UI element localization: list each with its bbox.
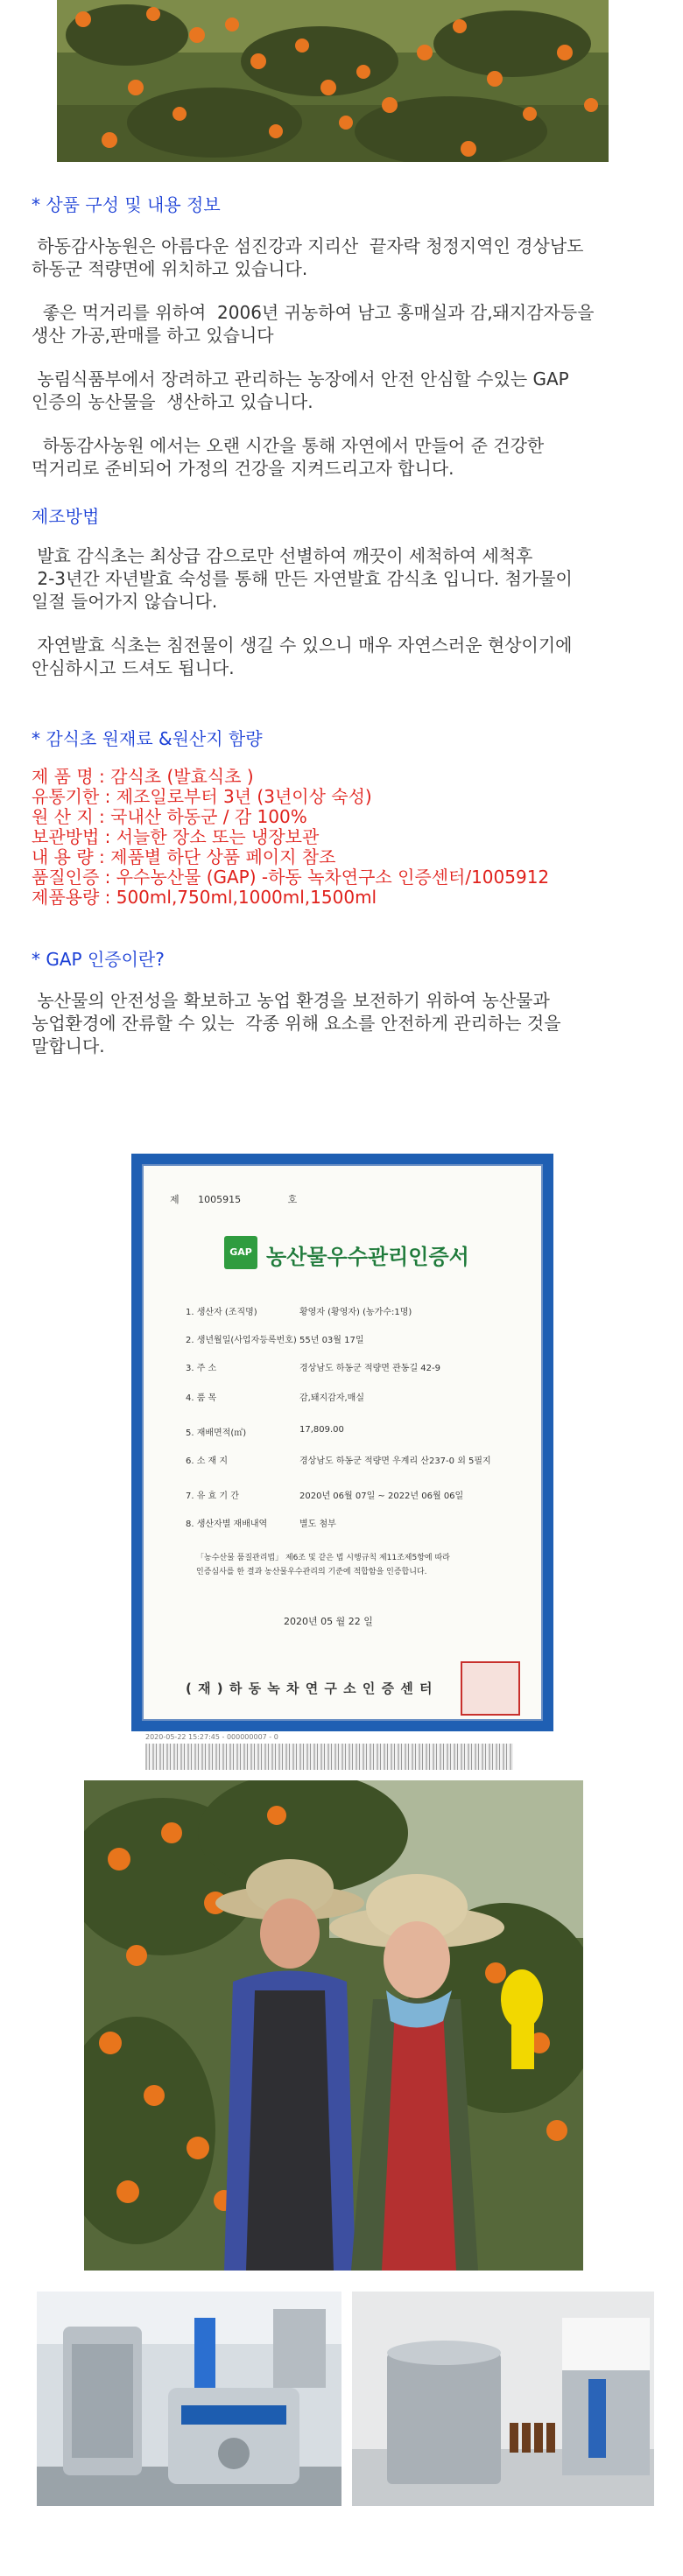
section1-paragraph-4: 하동감사농원 에서는 오랜 시간을 통해 자연에서 만들어 준 건강한 먹거리로 준비되어 가정의 건강을 지켜드리고자 합니다. (32, 435, 545, 479)
section-title-manufacturing: 제조방법 (32, 506, 100, 527)
spec-shelf-life: 유통기한 : 제조일로부터 3년 (3년이상 숙성) (32, 786, 372, 807)
cert-field-row: 6. 소 재 지 경상남도 하동군 적량면 우계리 산237-0 외 5필지 (186, 1456, 491, 1466)
spec-certification: 품질인증 : 우수농산물 (GAP) -하동 녹차연구소 인증센터/1005912 (32, 867, 550, 888)
vinegar-storage-photo-right (352, 2292, 654, 2506)
gap-certificate (131, 1154, 553, 1731)
spec-volume: 제품용량 : 500ml,750ml,1000ml,1500ml (32, 887, 377, 908)
cert-field-row: 3. 주 소 경상남도 하동군 적량면 관동길 42-9 (186, 1364, 440, 1373)
cert-issuer: ( 재 ) 하 동 녹 차 연 구 소 인 증 센 터 (186, 1681, 433, 1696)
cert-field-row: 4. 품 목 감,돼지감자,매실 (186, 1393, 364, 1403)
cert-number-label: 제 (170, 1194, 180, 1205)
section1-paragraph-1: 하동감사농원은 아름다운 섬진강과 지리산 끝자락 청정지역인 경상남도 하동군 적량면에 위치하고 있습니다. (32, 235, 584, 279)
cert-number-suffix: 호 (287, 1194, 298, 1205)
spec-storage: 보관방법 : 서늘한 장소 또는 냉장보관 (32, 826, 320, 847)
spec-content: 내 용 량 : 제품별 하단 상품 페이지 참조 (32, 846, 336, 867)
section-title-product-info: * 상품 구성 및 내용 정보 (32, 194, 221, 215)
spec-origin: 원 산 지 : 국내산 하동군 / 감 100% (32, 806, 307, 827)
fermentation-equipment-photo-left (37, 2292, 342, 2506)
section-title-ingredients: * 감식초 원재료 &원산지 함량 (32, 728, 263, 749)
cert-date: 2020년 05 월 22 일 (284, 1616, 373, 1627)
cert-field-row: 8. 생산자별 재배내역 별도 첨부 (186, 1520, 336, 1529)
spec-product-name: 제 품 명 : 감식초 (발효식초 ) (32, 766, 254, 787)
section1-paragraph-3: 농림식품부에서 장려하고 관리하는 농장에서 안전 안심할 수있는 GAP 인증의 농산물을 생산하고 있습니다. (32, 369, 569, 412)
cert-field-row: 1. 생산자 (조직명) 황영자 (황영자) (농가수:1명) (186, 1308, 412, 1317)
section2-paragraph-2: 자연발효 식초는 침전물이 생길 수 있으니 매우 자연스러운 현상이기에 안심하시고 드셔도 됩니다. (32, 635, 573, 678)
cert-fields (186, 1304, 536, 1544)
cert-print-stamp: 2020-05-22 15:27:45 - 000000007 - 0 (145, 1733, 278, 1741)
persimmon-tree-photo-top (57, 0, 609, 162)
cert-field-row: 2. 생년월일(사업자등록번호) 55년 03월 17일 (186, 1336, 364, 1345)
certificate-paper (142, 1164, 543, 1721)
cert-title: 농산물우수관리인증서 (266, 1245, 469, 1269)
cert-field-row: 7. 유 효 기 간 2020년 06월 07일 ~ 2022년 06월 06일 (186, 1492, 464, 1501)
gap-explanation: 농산물의 안전성을 확보하고 농업 환경을 보전하기 위하여 농산물과 농업환경에 잔류할 수 있는 각종 위해 요소를 안전하게 관리하는 것을 말합니다. (32, 990, 561, 1056)
section-title-gap: * GAP 인증이란? (32, 949, 165, 970)
gap-logo: GAP (224, 1236, 257, 1269)
section2-paragraph-1: 발효 감식초는 최상급 감으로만 선별하여 깨끗이 세척하여 세척후 2-3년간 자년발효 숙성를 통해 만든 자연발효 감식초 입니다. 첨가물이 일절 들어가지 않습니다. (32, 545, 573, 612)
barcode-strip (145, 1744, 513, 1770)
cert-number: 1005915 (198, 1194, 242, 1205)
cert-seal (461, 1661, 520, 1716)
farmers-couple-photo (84, 1780, 583, 2271)
section1-paragraph-2: 좋은 먹거리를 위하여 2006년 귀농하여 남고 홍매실과 감,돼지감자등을 생산 가공,판매를 하고 있습니다 (32, 302, 595, 346)
cert-field-row: 5. 재배면적(㎡) 17,809.00 (186, 1425, 344, 1438)
spec-list (32, 767, 549, 908)
cert-body-text: 「농수산물 품질관리법」 제6조 및 같은 법 시행규칙 제11조제5항에 따라 인증심사를 한 결과 농산물우수관리의 기준에 적합함을 인증합니다. (196, 1554, 450, 1576)
